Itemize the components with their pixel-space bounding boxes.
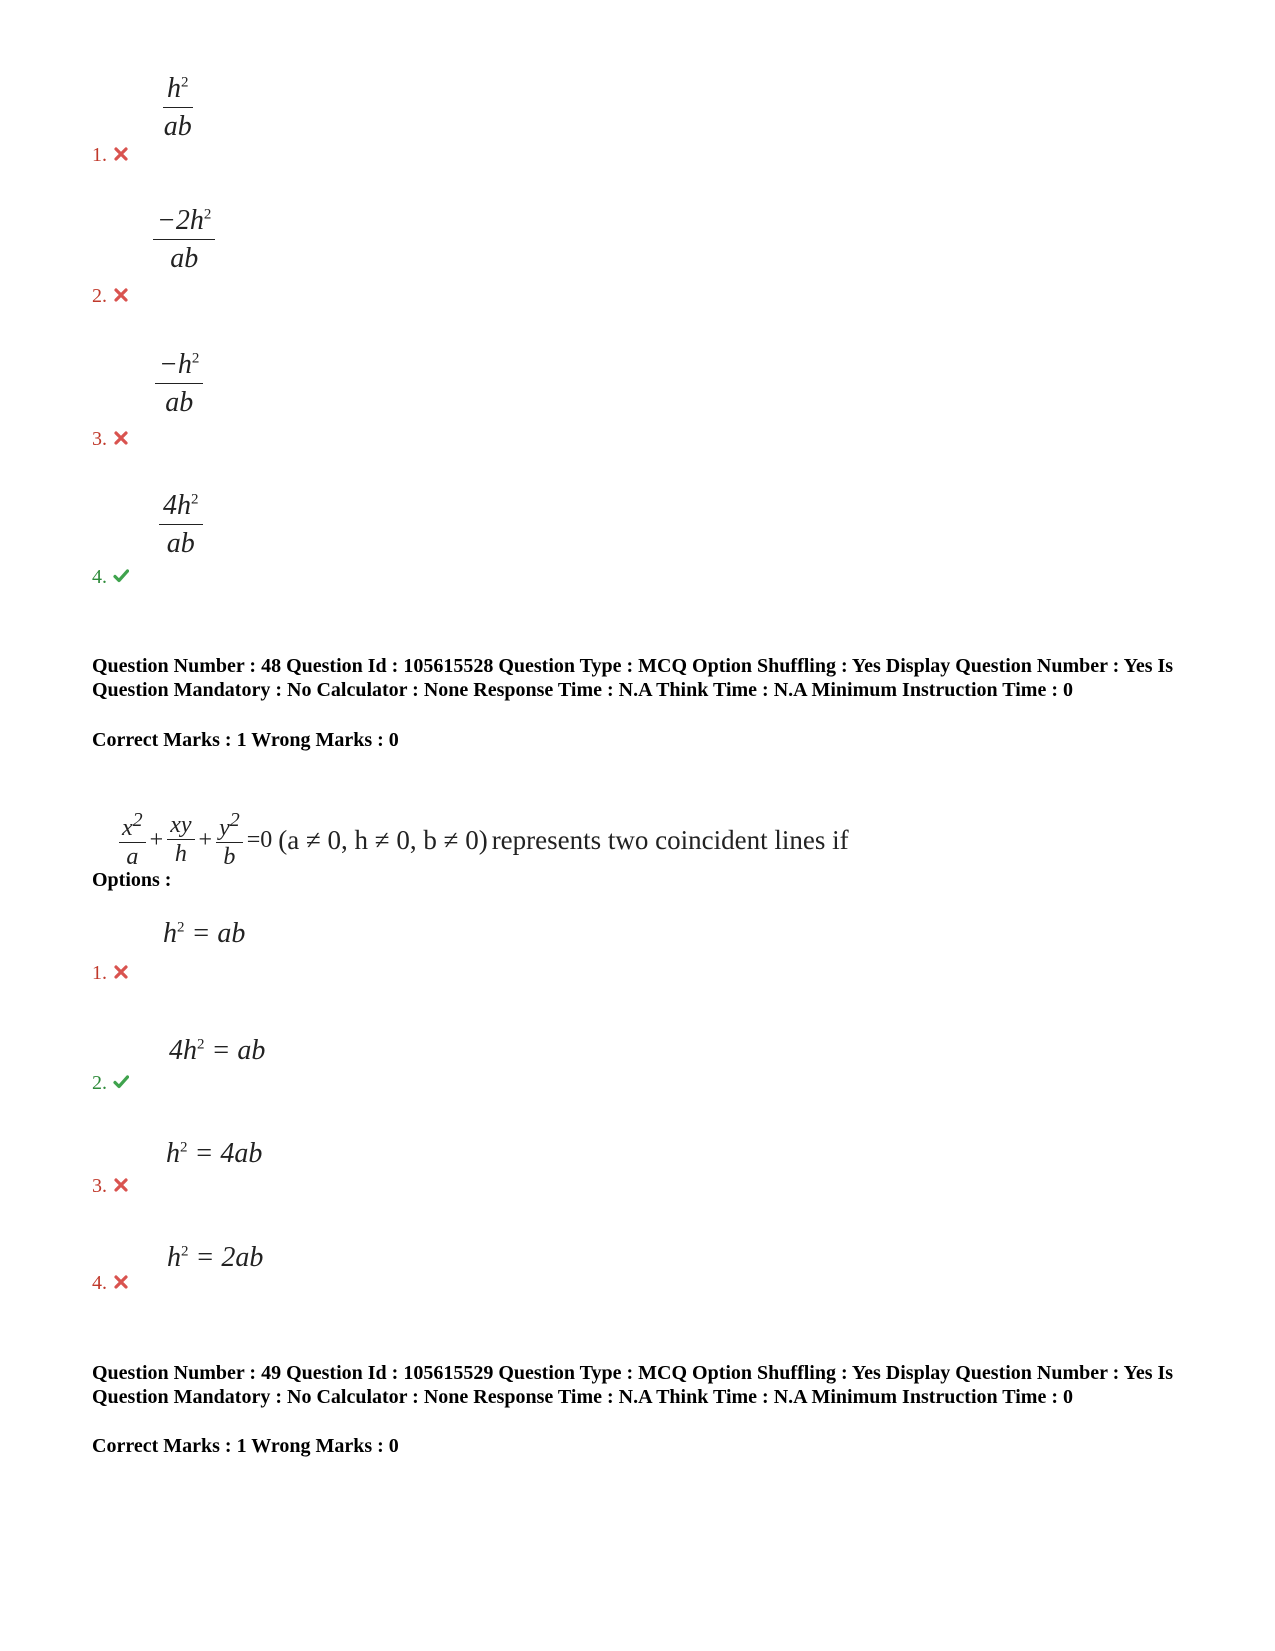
q48-option-4-math: $h^2 = 2ab$	[167, 1242, 264, 1273]
term-x-squared-over-a: $x^2$ a	[119, 810, 146, 870]
cross-icon	[113, 430, 129, 446]
q48-option-3-math: $h^2 = 4ab$	[166, 1138, 263, 1169]
prev-option-1-math: $\frac{h^2}{ab}$	[163, 73, 192, 142]
prev-option-2-number: 2.	[92, 285, 129, 308]
question-49-meta: Question Number : 49 Question Id : 105615529 Question Type : MCQ Option Shuffling : Yes Display Question Number : Yes Is Question Mandatory : No Calculator : None Response Time : N.A Think Time : N.A Minimum Instruction Time : 0	[92, 1362, 1174, 1408]
term-xy-over-h: $\frac{xy}{h}$	[167, 813, 194, 867]
q48-option-1-math: $h^2$ = ab	[163, 918, 246, 949]
prev-option-3-math: $\frac{-h^2}{ab}$	[155, 350, 203, 419]
question-48-marks: Correct Marks : 1 Wrong Marks : 0	[92, 729, 399, 751]
question-48-text: $x^2$ a + $\frac{xy}{h}$ + $\frac{y^2}{b}$ =0 (a ≠ 0, h ≠ 0, b ≠ 0) represents two coincident lines if	[117, 810, 849, 870]
prev-option-4-math: $\frac{4h^2}{ab}$	[159, 491, 203, 560]
prev-option-2-math: $\frac{-2h^2}{ab}$	[153, 206, 215, 275]
prev-option-3-number: 3.	[92, 428, 129, 451]
term-y-squared-over-b: $\frac{y^2}{b}$	[216, 810, 243, 870]
question-49-marks: Correct Marks : 1 Wrong Marks : 0	[92, 1435, 399, 1457]
cross-icon	[113, 287, 129, 303]
q48-option-3-number: 3.	[92, 1175, 129, 1198]
q48-option-2-number: 2.	[92, 1072, 129, 1095]
cross-icon	[113, 964, 129, 980]
options-label: Options :	[92, 869, 172, 891]
q48-option-2-math: $4h^2$ = ab	[169, 1035, 266, 1066]
prev-option-4-number: 4.	[92, 566, 129, 589]
question-48-meta: Question Number : 48 Question Id : 105615528 Question Type : MCQ Option Shuffling : Yes Display Question Number : Yes Is Question Mandatory : No Calculator : None Response Time : N.A Think Time : N.A Minimum Instruction Time : 0	[92, 655, 1174, 701]
cross-icon	[113, 146, 129, 162]
check-icon	[113, 568, 129, 584]
q48-option-1-number: 1.	[92, 962, 129, 985]
cross-icon	[113, 1274, 129, 1290]
prev-option-1-number: 1.	[92, 144, 129, 167]
question-48-statement: represents two coincident lines if	[491, 824, 849, 855]
q48-option-4-number: 4.	[92, 1272, 129, 1295]
check-icon	[113, 1074, 129, 1090]
question-48-condition: (a ≠ 0, h ≠ 0, b ≠ 0)	[278, 824, 488, 855]
cross-icon	[113, 1177, 129, 1193]
